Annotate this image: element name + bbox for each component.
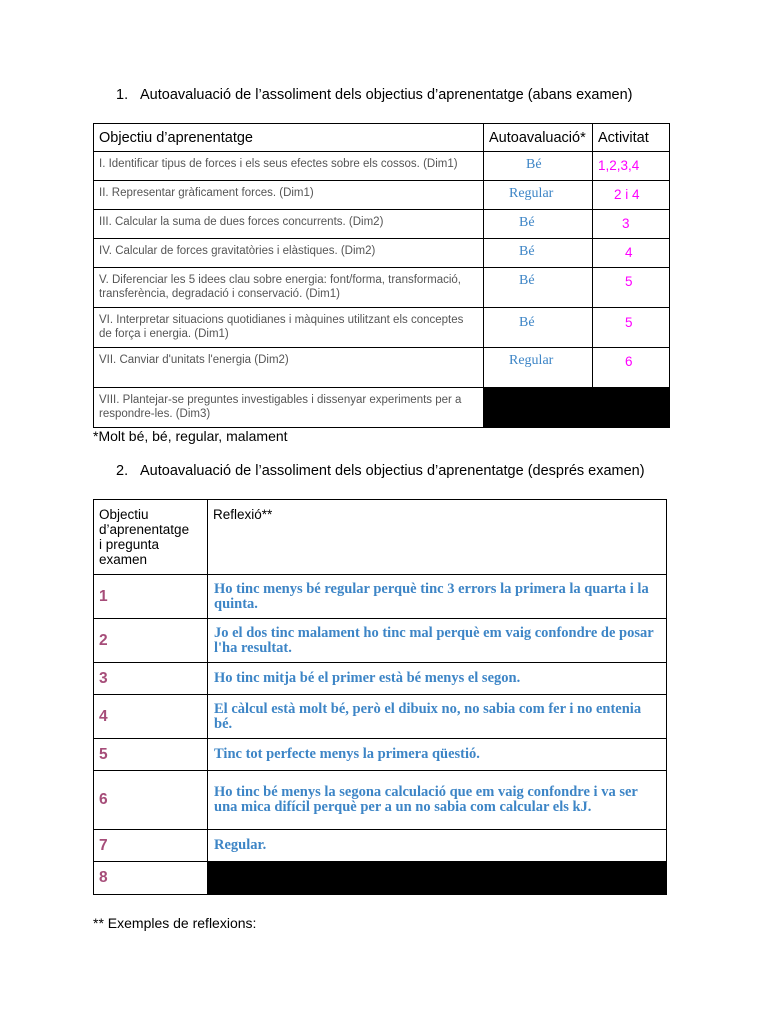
- question-number: 6: [94, 771, 208, 830]
- question-number: 2: [94, 619, 208, 663]
- objective-cell: V. Diferenciar les 5 idees clau sobre energia: font/forma, transformació, transferència, degradació i conservació. (Dim1): [94, 268, 484, 308]
- table-row: [94, 830, 667, 862]
- objective-cell: I. Identificar tipus de forces i els seus efectes sobre els cossos. (Dim1): [94, 152, 484, 181]
- objective-cell: II. Representar gràficament forces. (Dim1): [94, 181, 484, 210]
- self-assessment-cell: Bé: [484, 210, 593, 239]
- table-row: [94, 739, 667, 771]
- table-row: [94, 239, 670, 268]
- self-assessment-cell: Regular: [484, 181, 593, 210]
- question-number: 3: [94, 663, 208, 695]
- section-2-number: 2.: [116, 463, 129, 479]
- objectives-after-table: [93, 499, 667, 895]
- table-header-row: [94, 500, 667, 575]
- table-row: [94, 210, 670, 239]
- rating-footnote: *Molt bé, bé, regular, malament: [93, 428, 288, 444]
- section-1-heading: [116, 87, 633, 104]
- objective-cell: III. Calcular la suma de dues forces concurrents. (Dim2): [94, 210, 484, 239]
- table-row: [94, 695, 667, 739]
- section-2-heading: [116, 463, 645, 480]
- question-number: 7: [94, 830, 208, 862]
- reflection-cell: Jo el dos tinc malament ho tinc mal perquè em vaig confondre de posar l'ha resultat.: [208, 619, 667, 663]
- header-objective-question: Objectiu d’aprenentatge i pregunta examen: [94, 500, 208, 575]
- blacked-out-cell: [208, 862, 667, 895]
- activity-cell: 5: [593, 308, 670, 348]
- objective-cell: VII. Canviar d'unitats l'energia (Dim2): [94, 348, 484, 388]
- table-row: [94, 308, 670, 348]
- reflection-cell: El càlcul està molt bé, però el dibuix no, no sabia com fer i no entenia bé.: [208, 695, 667, 739]
- self-assessment-cell: Regular: [484, 348, 593, 388]
- reflection-cell: Ho tinc mitja bé el primer està bé menys el segon.: [208, 663, 667, 695]
- reflection-cell: Ho tinc bé menys la segona calculació que em vaig confondre i va ser una mica difícil perquè per a un no sabia com calcular els kJ.: [208, 771, 667, 830]
- activity-cell: 4: [593, 239, 670, 268]
- activity-cell: 6: [593, 348, 670, 388]
- self-assessment-cell: Bé: [484, 152, 593, 181]
- objective-cell: VIII. Plantejar-se preguntes investigables i dissenyar experiments per a respondre-les. (Dim3): [94, 388, 484, 428]
- table-row: [94, 862, 667, 895]
- table-row: [94, 388, 670, 428]
- table-row: [94, 575, 667, 619]
- table-row: [94, 348, 670, 388]
- self-assessment-cell: Bé: [484, 239, 593, 268]
- table-row: [94, 268, 670, 308]
- header-activity: Activitat: [593, 124, 670, 152]
- activity-cell: 1,2,3,4: [593, 152, 670, 181]
- question-number: 5: [94, 739, 208, 771]
- objectives-before-table: [93, 123, 670, 428]
- self-assessment-cell: Bé: [484, 308, 593, 348]
- activity-cell: 5: [593, 268, 670, 308]
- table-row: [94, 619, 667, 663]
- section-1-number: 1.: [116, 87, 129, 103]
- question-number: 8: [94, 862, 208, 895]
- activity-cell: 3: [593, 210, 670, 239]
- header-reflection: Reflexió**: [208, 500, 667, 575]
- self-assessment-cell: Bé: [484, 268, 593, 308]
- table-row: [94, 152, 670, 181]
- reflections-footnote: ** Exemples de reflexions:: [93, 915, 257, 931]
- reflection-cell: Tinc tot perfecte menys la primera qüestió.: [208, 739, 667, 771]
- section-2-title: Autoavaluació de l’assoliment dels objectius d’aprenentatge (després examen): [140, 463, 645, 479]
- objective-cell: IV. Calcular de forces gravitatòries i elàstiques. (Dim2): [94, 239, 484, 268]
- activity-cell: 2 i 4: [593, 181, 670, 210]
- reflection-cell: Regular.: [208, 830, 667, 862]
- section-1-title: Autoavaluació de l’assoliment dels objectius d’aprenentatge (abans examen): [140, 87, 633, 103]
- header-self-assessment: Autoavaluació*: [484, 124, 593, 152]
- header-objective: Objectiu d’aprenentatge: [94, 124, 484, 152]
- objective-cell: VI. Interpretar situacions quotidianes i màquines utilitzant els conceptes de força i energia. (Dim1): [94, 308, 484, 348]
- reflection-cell: Ho tinc menys bé regular perquè tinc 3 errors la primera la quarta i la quinta.: [208, 575, 667, 619]
- table-row: [94, 663, 667, 695]
- table-row: [94, 181, 670, 210]
- question-number: 1: [94, 575, 208, 619]
- question-number: 4: [94, 695, 208, 739]
- blacked-out-cell: [484, 388, 670, 428]
- table-header-row: [94, 124, 670, 152]
- table-row: [94, 771, 667, 830]
